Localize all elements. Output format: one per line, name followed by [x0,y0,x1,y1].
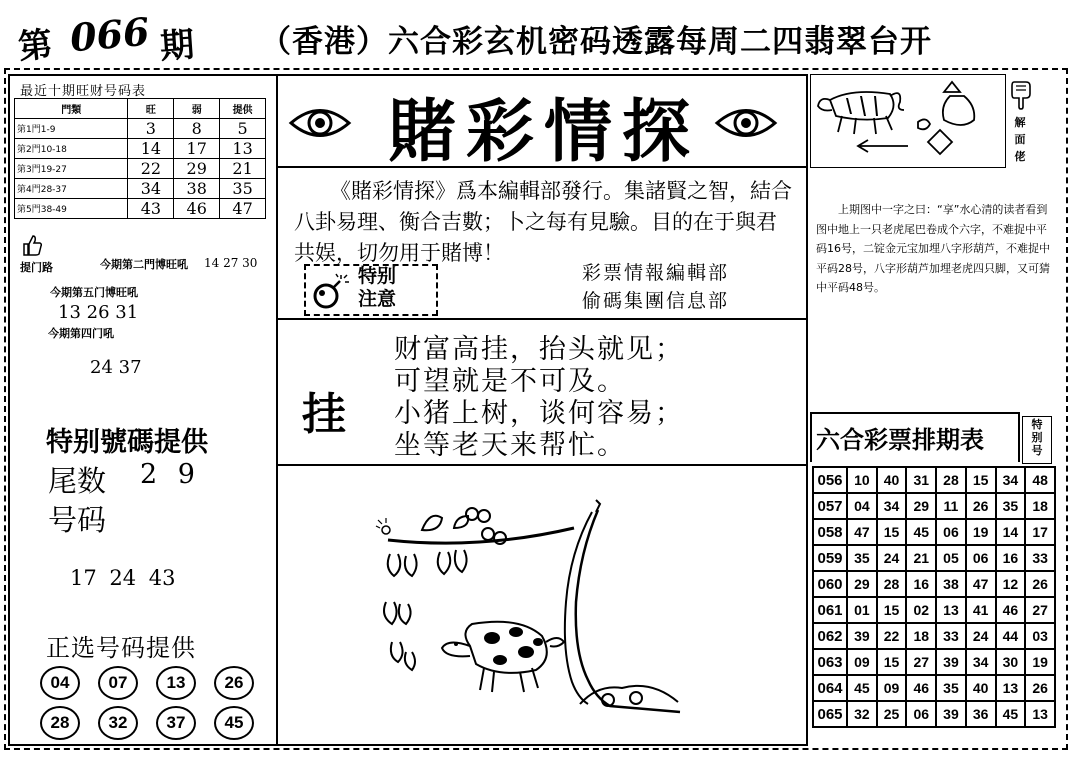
department-name: 偷碼集團信息部 [582,290,730,312]
number-cell: 47 [966,571,996,597]
number-cell: 39 [847,623,877,649]
special-number-cell: 13 [1025,701,1055,727]
poem-line: 可望就是不可及。 [394,366,626,397]
number-cell: 21 [906,545,936,571]
pick-number: 32 [98,706,138,740]
notice-text [358,265,396,311]
number-cell: 32 [847,701,877,727]
door2-numbers: 14 27 30 [204,256,258,270]
special-number-label: 特别号 [1031,418,1043,457]
number-cell: 24 [877,545,907,571]
thumbs-up-icon [22,234,42,256]
table-row [15,199,266,219]
number-cell: 09 [847,649,877,675]
number-cell: 28 [936,467,966,493]
tail-label: 尾数 [48,464,107,498]
table-row [813,701,1055,727]
issue-cell: 065 [813,701,847,727]
number-cell: 34 [966,649,996,675]
poem-line: 坐等老天来帮忙。 [394,430,626,461]
number-cell: 31 [906,467,936,493]
number-cell: 18 [906,623,936,649]
number-cell: 16 [996,545,1026,571]
number-cell: 13 [996,675,1026,701]
number-cell: 35 [936,675,966,701]
tigong-cell: 13 [220,139,266,159]
pick-number: 13 [156,666,196,700]
issue-cell: 062 [813,623,847,649]
pig-tree-illustration [360,492,700,722]
issue-cell: 059 [813,545,847,571]
number-cell: 44 [996,623,1026,649]
eye-icon [714,102,778,144]
table-row [813,675,1055,701]
number-cell: 46 [996,597,1026,623]
number-cell: 36 [966,701,996,727]
number-cell: 13 [936,597,966,623]
riddle-character: 挂 [302,389,346,440]
table-row [813,519,1055,545]
issue-cell: 058 [813,519,847,545]
number-cell: 47 [847,519,877,545]
pick-number: 07 [98,666,138,700]
draw-schedule-title: 六合彩票排期表 [816,425,984,454]
number-cell: 14 [996,519,1026,545]
pick-number: 28 [40,706,80,740]
special-number-cell: 26 [1025,675,1055,701]
jiemianhua-label: 解面佬 [1014,116,1026,163]
number-cell: 39 [936,701,966,727]
door-cell: 第4門28-37 [15,179,128,199]
table-header: 弱 [174,99,220,119]
poem-line: 小猪上树，谈何容易； [394,398,684,429]
notice-line: 注意 [358,288,397,310]
pick-number: 37 [156,706,196,740]
issue-suffix: 期 [158,24,196,68]
number-cell: 15 [877,597,907,623]
number-cell: 28 [877,571,907,597]
banner-title: 賭彩情探 [388,92,701,172]
table-row [15,139,266,159]
number-cell: 06 [906,701,936,727]
number-cell: 39 [936,649,966,675]
recent-numbers-table [14,98,266,219]
wang-cell: 22 [128,159,174,179]
pick-number: 45 [214,706,254,740]
divider [276,464,808,466]
number-cell: 46 [906,675,936,701]
table-header: 提供 [220,99,266,119]
special-number-cell: 03 [1025,623,1055,649]
page-title: （香港）六合彩玄机密码透露每周二四翡翠台开 [260,24,932,60]
table-row [15,119,266,139]
number-cell: 41 [966,597,996,623]
number-cell: 16 [906,571,936,597]
number-cell: 34 [996,467,1026,493]
number-cell: 24 [966,623,996,649]
notice-line: 特别 [358,265,397,287]
issue-prefix: 第 [16,24,55,68]
door-cell: 第3門19-27 [15,159,128,179]
number-cell: 33 [936,623,966,649]
number-cell: 30 [996,649,1026,675]
special-number-cell: 48 [1025,467,1055,493]
number-cell: 22 [877,623,907,649]
issue-cell: 057 [813,493,847,519]
table-row [813,623,1055,649]
door5-label: 今期第五门博旺吼 [50,286,138,299]
issue-cell: 056 [813,467,847,493]
number-cell: 45 [847,675,877,701]
table-row [813,649,1055,675]
number-cell: 11 [936,493,966,519]
table-header: 門類 [15,99,128,119]
door5-numbers: 13 26 31 [58,302,139,323]
number-cell: 29 [847,571,877,597]
number-cell: 06 [936,519,966,545]
table-row [813,467,1055,493]
pick-numbers-grid [40,666,262,740]
number-cell: 06 [966,545,996,571]
pick-numbers-title: 正选号码提供 [46,634,196,662]
special-number-cell: 19 [1025,649,1055,675]
divider [276,318,808,320]
tail-numbers: 2 9 [140,459,201,490]
tip-label: 提门路 [20,261,53,274]
door-cell: 第1門1-9 [15,119,128,139]
tigong-cell: 21 [220,159,266,179]
bomb-icon [310,272,350,310]
wang-cell: 14 [128,139,174,159]
number-cell: 10 [847,467,877,493]
table-row [15,159,266,179]
table-row [813,597,1055,623]
number-cell: 38 [936,571,966,597]
table-row [813,571,1055,597]
pick-number: 04 [40,666,80,700]
wang-cell: 3 [128,119,174,139]
ruo-cell: 17 [174,139,220,159]
number-cell: 34 [877,493,907,519]
number-cell: 12 [996,571,1026,597]
special-number-cell: 17 [1025,519,1055,545]
riddle-poem [394,334,684,462]
page-header [8,0,1072,66]
recent-table-title: 最近十期旺财号码表 [20,84,147,99]
number-cell: 25 [877,701,907,727]
tigong-cell: 5 [220,119,266,139]
door4-numbers: 24 37 [90,357,142,378]
issue-cell: 063 [813,649,847,675]
draw-schedule-table [812,466,1056,728]
number-cell: 04 [847,493,877,519]
pointing-hand-icon [1010,80,1032,110]
issue-number: 066 [68,8,152,61]
special-numbers-title: 特别號碼提供 [46,427,208,458]
wang-cell: 43 [128,199,174,219]
code-label: 号码 [48,503,107,537]
poem-line: 财富高挂，抬头就见； [394,334,684,365]
number-cell: 29 [906,493,936,519]
number-cell: 26 [966,493,996,519]
tigong-cell: 47 [220,199,266,219]
number-cell: 45 [996,701,1026,727]
number-cell: 45 [906,519,936,545]
pick-number: 26 [214,666,254,700]
special-number-cell: 27 [1025,597,1055,623]
number-cell: 35 [847,545,877,571]
wang-cell: 34 [128,179,174,199]
ruo-cell: 29 [174,159,220,179]
number-cell: 27 [906,649,936,675]
ruo-cell: 46 [174,199,220,219]
door-cell: 第2門10-18 [15,139,128,159]
number-cell: 15 [877,519,907,545]
code-numbers: 17 24 43 [70,566,176,590]
eye-icon [288,102,352,144]
tigong-cell: 35 [220,179,266,199]
number-cell: 09 [877,675,907,701]
special-number-cell: 26 [1025,571,1055,597]
number-cell: 40 [877,467,907,493]
tiger-gourd-illustration [812,78,1002,164]
number-cell: 40 [966,675,996,701]
table-row [813,545,1055,571]
ruo-cell: 38 [174,179,220,199]
door4-label: 今期第四门吼 [48,327,114,340]
department-name: 彩票情報編輯部 [582,262,730,284]
number-cell: 05 [936,545,966,571]
special-number-cell: 33 [1025,545,1055,571]
number-cell: 15 [966,467,996,493]
number-cell: 02 [906,597,936,623]
door-cell: 第5門38-49 [15,199,128,219]
number-cell: 01 [847,597,877,623]
door2-label: 今期第二門博旺吼 [100,258,188,271]
issue-cell: 060 [813,571,847,597]
number-cell: 35 [996,493,1026,519]
special-number-cell: 18 [1025,493,1055,519]
issue-cell: 061 [813,597,847,623]
table-header: 旺 [128,99,174,119]
table-row [15,179,266,199]
number-cell: 19 [966,519,996,545]
issue-cell: 064 [813,675,847,701]
intro-text: 《賭彩情探》爲本編輯部發行。集諸賢之智，結合八卦易理、衡合吉數；卜之每有見驗。目的在于與君共娱，切勿用于賭博！ [294,179,792,265]
number-cell: 15 [877,649,907,675]
ruo-cell: 8 [174,119,220,139]
last-issue-explanation: 上期图中一字之曰：“享”水心清的读者看到图中地上一只老虎尾巴卷成个六字，不难捉中平码16号，二锭金元宝加埋八字形葫芦，不难捉中平码28号，八字形葫芦加埋老虎四只脚，又可猜中平码48号。 [816,203,1050,294]
table-row [813,493,1055,519]
